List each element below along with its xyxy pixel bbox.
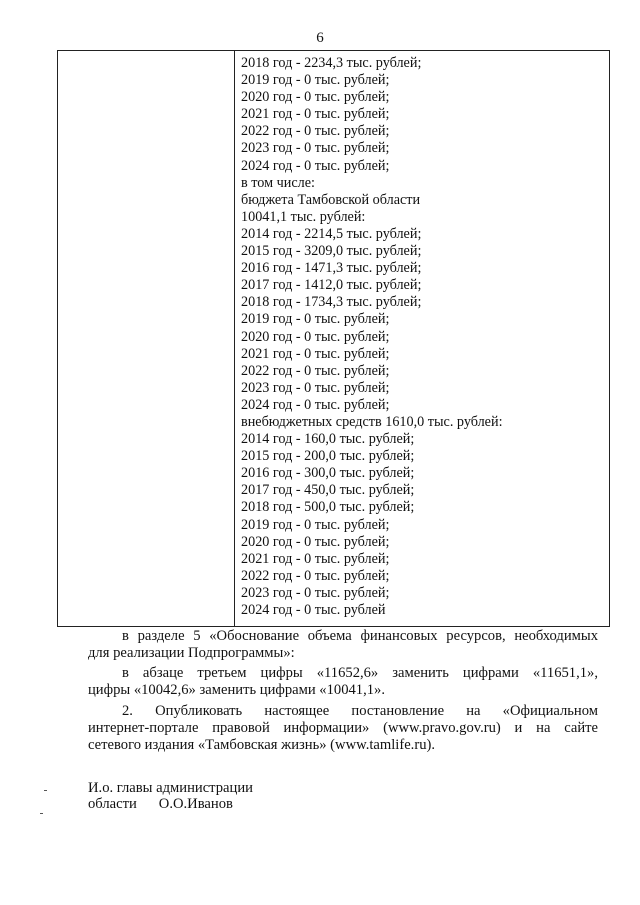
signatory-region: области [88,796,137,812]
funding-line: 2020 год - 0 тыс. рублей; [241,89,390,106]
funding-line: 2019 год - 0 тыс. рублей; [241,72,390,89]
funding-line: 2021 год - 0 тыс. рублей; [241,106,390,123]
funding-line: 2022 год - 0 тыс. рублей; [241,123,390,140]
funding-line: бюджета Тамбовской области [241,191,421,208]
funding-line: 2017 год - 450,0 тыс. рублей; [241,482,415,499]
scan-speck [40,813,43,814]
signatory-title: И.о. главы администрации [88,780,253,796]
funding-line: 2015 год - 200,0 тыс. рублей; [241,448,415,465]
funding-line: 2021 год - 0 тыс. рублей; [241,550,390,567]
funding-line: 2017 год - 1412,0 тыс. рублей; [241,277,422,294]
funding-lines [241,55,605,619]
funding-line: 2022 год - 0 тыс. рублей; [241,362,390,379]
paragraph-line: сетевого издания «Тамбовская жизнь» (www.tamlife.ru). [88,737,435,754]
funding-line: 2023 год - 0 тыс. рублей; [241,140,390,157]
funding-line: внебюджетных средств 1610,0 тыс. рублей: [241,413,503,430]
funding-line: 2014 год - 160,0 тыс. рублей; [241,431,415,448]
signatory-title-line2 [88,796,253,812]
publication-paragraph [88,703,598,755]
paragraph-line: 2. Опубликовать настоящее постановление на «Официальном [122,703,598,719]
signature-block [88,780,253,812]
paragraph-line: для реализации Подпрограммы»: [88,645,295,662]
funding-line: 2018 год - 2234,3 тыс. рублей; [241,55,422,71]
funding-line: 2018 год - 1734,3 тыс. рублей; [241,294,422,311]
funding-line: 2019 год - 0 тыс. рублей; [241,516,390,533]
funding-line: 2024 год - 0 тыс. рублей [241,602,386,618]
paragraph-line: цифры «10042,6» заменить цифрами «10041,1». [88,682,385,699]
funding-line: в том числе: [241,174,315,191]
paragraph-line: в абзаце третьем цифры «11652,6» заменить цифрами «11651,1», [122,665,598,681]
funding-line: 2014 год - 2214,5 тыс. рублей; [241,225,422,242]
paragraph-line: в разделе 5 «Обоснование объема финансовых ресурсов, необходимых [122,628,598,644]
funding-line: 2022 год - 0 тыс. рублей; [241,567,390,584]
funding-line: 2015 год - 3209,0 тыс. рублей; [241,243,422,260]
funding-line: 2016 год - 1471,3 тыс. рублей; [241,260,422,277]
column-divider [234,51,235,626]
funding-line: 10041,1 тыс. рублей: [241,208,366,225]
page-number: 6 [316,30,324,46]
funding-line: 2016 год - 300,0 тыс. рублей; [241,465,415,482]
section-5-paragraph [88,628,598,662]
funding-line: 2023 год - 0 тыс. рублей; [241,584,390,601]
funding-line: 2018 год - 500,0 тыс. рублей; [241,499,415,516]
signatory-name: О.О.Иванов [158,796,233,812]
funding-line: 2020 год - 0 тыс. рублей; [241,533,390,550]
paragraph-line: интернет-портале правовой информации» (www.pravo.gov.ru) и на сайте [88,720,598,737]
funding-line: 2023 год - 0 тыс. рублей; [241,379,390,396]
replacement-paragraph [88,665,598,699]
funding-line: 2021 год - 0 тыс. рублей; [241,345,390,362]
funding-line: 2020 год - 0 тыс. рублей; [241,328,390,345]
scan-speck [44,790,47,791]
funding-line: 2024 год - 0 тыс. рублей; [241,396,390,413]
funding-table [57,50,610,627]
funding-line: 2019 год - 0 тыс. рублей; [241,311,390,328]
funding-line: 2024 год - 0 тыс. рублей; [241,157,390,174]
